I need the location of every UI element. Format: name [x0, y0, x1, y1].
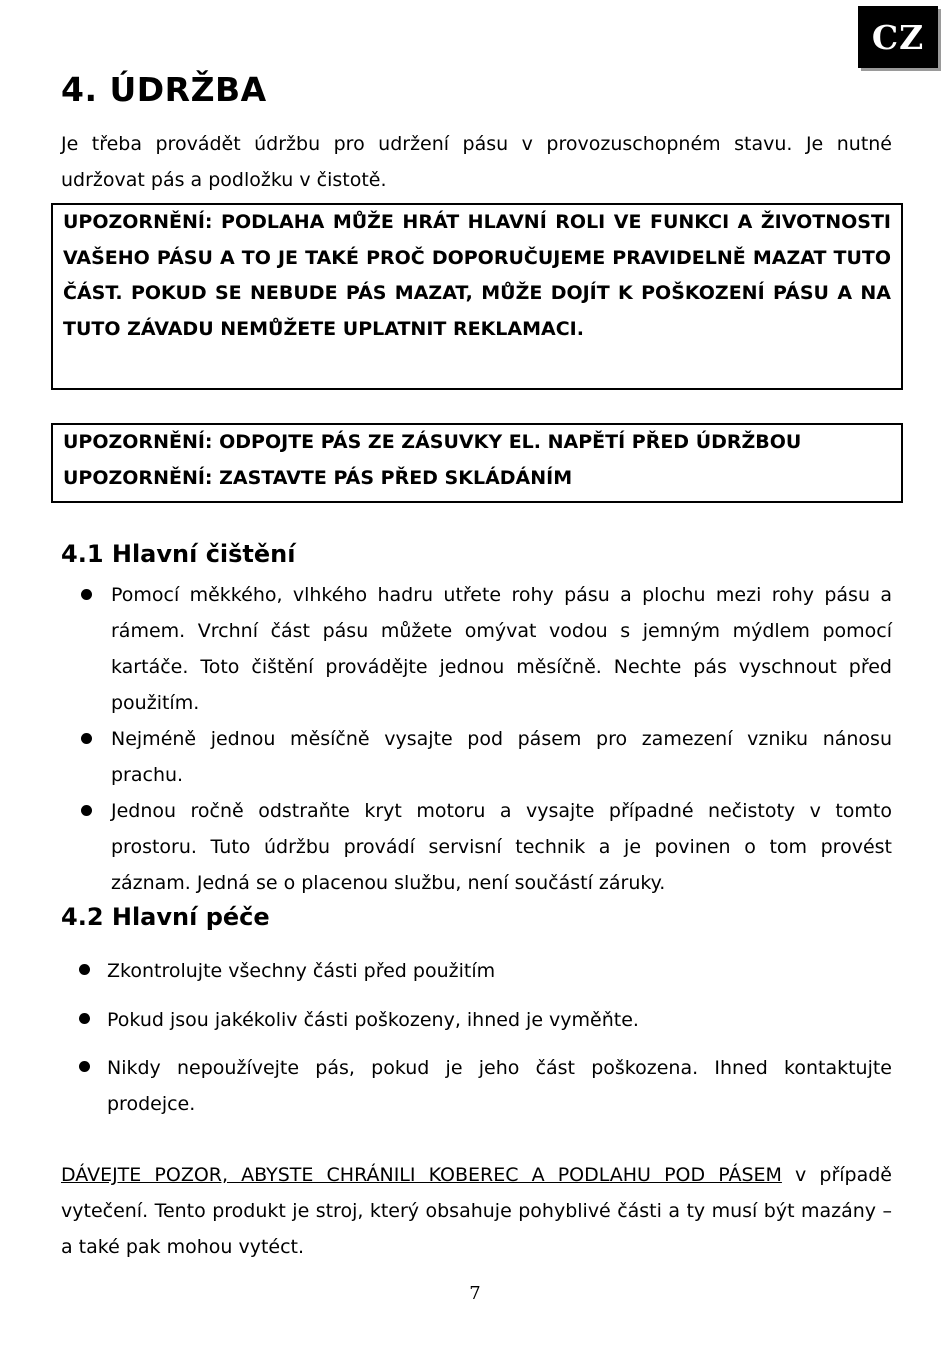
list-item: [0, 793, 950, 901]
warning-unplug: UPOZORNĚNÍ: ODPOJTE PÁS ZE ZÁSUVKY EL. NAPĚTÍ PŘED ÚDRŽBOU: [63, 431, 802, 453]
list-item: [0, 953, 950, 989]
cleaning-list: [0, 577, 950, 901]
closing-text: v případě vytečení. Tento produkt je stroj, který obsahuje pohyblivé části a ty musí být mazány – a také pak mohou vytéct.: [61, 1164, 892, 1258]
bullet-icon: [79, 964, 90, 975]
bullet-icon: [81, 733, 92, 744]
bullet-icon: [79, 1013, 90, 1024]
subsection-title-cleaning: 4.1 Hlavní čištění: [61, 540, 296, 568]
list-item: [0, 1050, 950, 1122]
list-item-text: Pomocí měkkého, vlhkého hadru utřete rohy pásu a plochu mezi rohy pásu a rámem. Vrchní část pásu můžete omývat vodou s jemným mýdlem pomocí kartáče. Toto čištění provádějte jednou měsíčně. Nechte pás vyschnout před použitím.: [111, 584, 892, 714]
bullet-icon: [81, 805, 92, 816]
list-item: [0, 577, 950, 721]
page-number: 7: [469, 1283, 481, 1304]
list-item: [0, 721, 950, 793]
warning-stop: UPOZORNĚNÍ: ZASTAVTE PÁS PŘED SKLÁDÁNÍM: [63, 466, 573, 489]
warning-box-lubrication: [51, 203, 903, 390]
intro-paragraph: Je třeba provádět údržbu pro udržení pásu v provozuschopném stavu. Je nutné udržovat pás a podložku v čistotě.: [61, 133, 892, 191]
bullet-icon: [79, 1061, 90, 1072]
warning-text-lubrication: UPOZORNĚNÍ: PODLAHA MŮŽE HRÁT HLAVNÍ ROLI VE FUNKCI A ŽIVOTNOSTI VAŠEHO PÁSU A TO JE TAKÉ PROČ DOPORUČUJEME PRAVIDELNĚ MAZAT TUTO ČÁST. POKUD SE NEBUDE PÁS MAZAT, MŮŽE DOJÍT K POŠKOZENÍ PÁSU A NA TUTO ZÁVADU NEMŮŽETE UPLATNIT REKLAMACI.: [63, 211, 891, 340]
section-heading: 4. ÚDRŽBA: [61, 70, 267, 109]
list-item-text: Pokud jsou jakékoliv části poškozeny, ihned je vyměňte.: [107, 1009, 639, 1031]
language-badge: CZ: [858, 6, 938, 68]
list-item: [0, 1002, 950, 1038]
closing-paragraph: [61, 1157, 892, 1265]
closing-underlined-text: DÁVEJTE POZOR, ABYSTE CHRÁNILI KOBEREC A PODLAHU POD PÁSEM: [61, 1164, 782, 1186]
list-item-text: Zkontrolujte všechny části před použitím: [107, 960, 496, 982]
subsection-title-care: 4.2 Hlavní péče: [61, 903, 270, 931]
list-item-text: Nikdy nepoužívejte pás, pokud je jeho část poškozena. Ihned kontaktujte prodejce.: [107, 1057, 892, 1115]
warning-box-safety: [51, 423, 903, 503]
bullet-icon: [81, 589, 92, 600]
list-item-text: Nejméně jednou měsíčně vysajte pod pásem pro zamezení vzniku nánosu prachu.: [111, 728, 892, 786]
list-item-text: Jednou ročně odstraňte kryt motoru a vysajte případné nečistoty v tomto prostoru. Tuto údržbu provádí servisní technik a je povinen o tom provést záznam. Jedná se o placenou službu, není součástí záruky.: [111, 800, 892, 894]
